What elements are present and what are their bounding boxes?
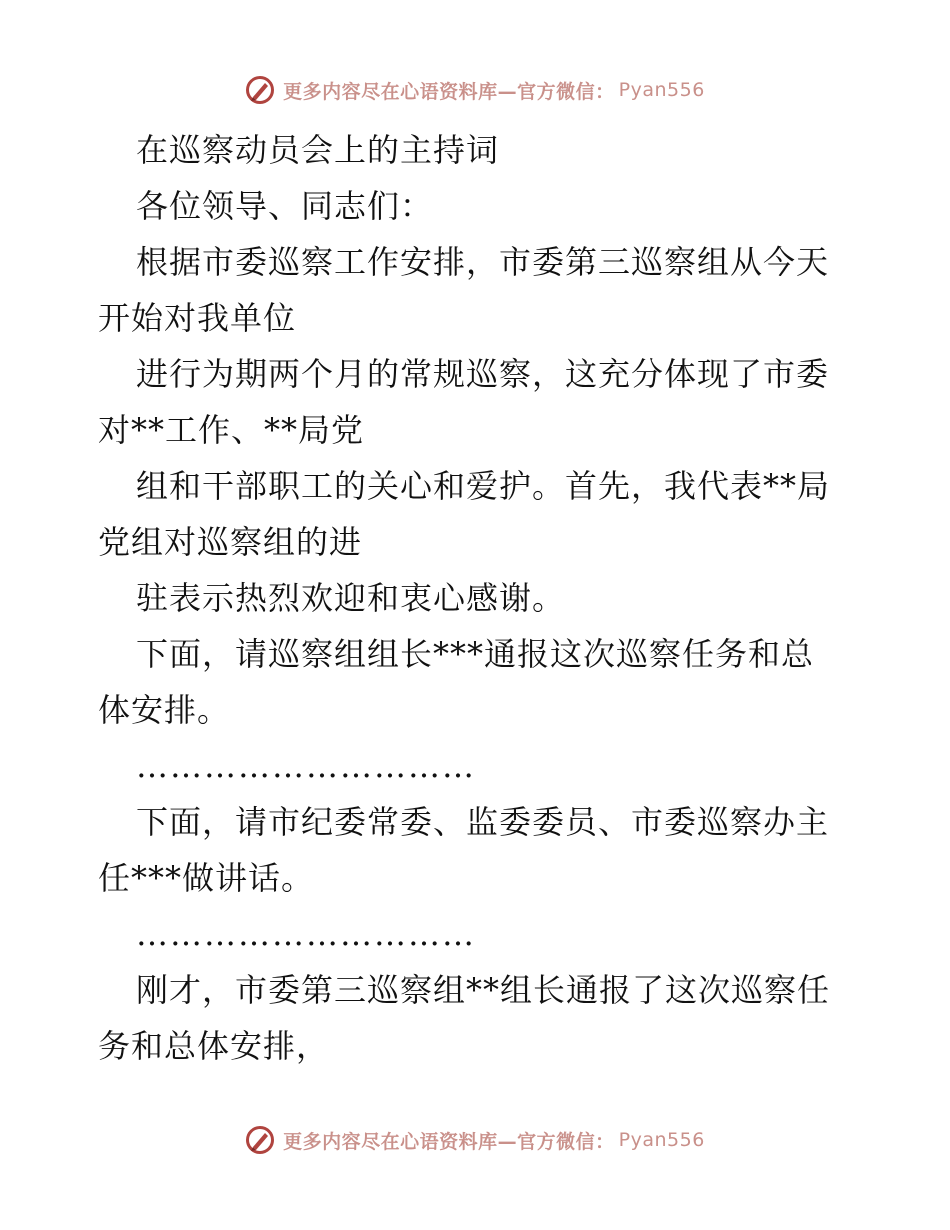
pen-logo-icon: [245, 75, 275, 105]
paragraph-line: 任***做讲话。: [98, 859, 315, 897]
paragraph-line: 组和干部职工的关心和爱护。首先，我代表**局: [136, 467, 831, 505]
paragraph-line: 下面，请市纪委常委、监委委员、市委巡察办主: [136, 803, 830, 841]
paragraph-line: 进行为期两个月的常规巡察，这充分体现了市委: [136, 355, 830, 393]
paragraph-line: 开始对我单位: [98, 299, 297, 337]
document-title: 在巡察动员会上的主持词: [136, 131, 500, 169]
paragraph-line: 根据市委巡察工作安排，市委第三巡察组从今天: [136, 243, 830, 281]
paragraph-line: 体安排。: [98, 691, 231, 729]
paragraph-line: 驻表示热烈欢迎和衷心感谢。: [136, 579, 566, 617]
paragraph-line: 务和总体安排，: [98, 1027, 330, 1065]
paragraph-line: 党组对巡察组的进: [98, 523, 363, 561]
paragraph-line: 刚才，市委第三巡察组**组长通报了这次巡察任: [136, 971, 831, 1009]
footer-banner-text: 更多内容尽在心语资料库—官方微信：: [283, 1130, 615, 1153]
document-body: [98, 122, 858, 1074]
pen-logo-icon: [245, 1125, 275, 1155]
header-banner: [0, 70, 950, 110]
header-banner-text: 更多内容尽在心语资料库—官方微信：: [283, 80, 615, 103]
header-wechat-id: Pyan556: [618, 79, 705, 101]
paragraph-line: 下面，请巡察组组长***通报这次巡察任务和总: [136, 635, 815, 673]
ellipsis-separator: …………………………: [136, 915, 476, 953]
ellipsis-separator: …………………………: [136, 747, 476, 785]
footer-wechat-id: Pyan556: [618, 1129, 705, 1151]
footer-banner: [0, 1120, 950, 1160]
salutation: 各位领导、同志们：: [136, 187, 434, 225]
paragraph-line: 对**工作、**局党: [98, 411, 365, 449]
